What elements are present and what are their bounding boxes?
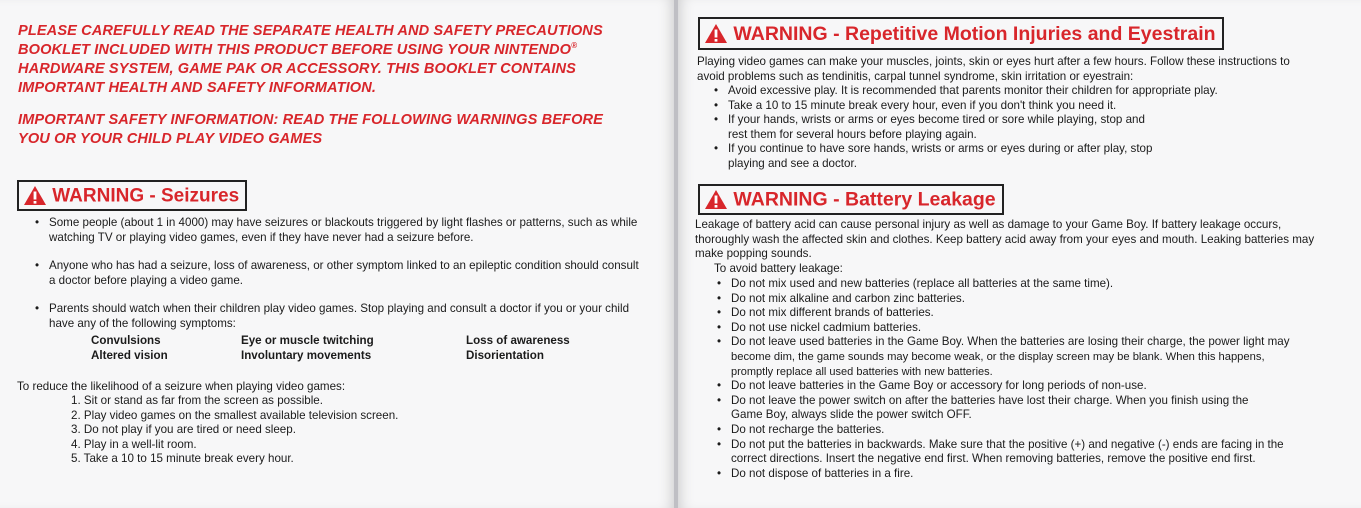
list-item [715,379,1355,394]
line: avoid problems such as tendinitis, carpal tunnel syndrome, skin irritation or eyestrain: [697,69,1134,83]
heading-text: WARNING - Repetitive Motion Injuries and Eyestrain [733,22,1216,45]
line: correct directions. Insert the negative end first. When removing batteries, remove the positive end first. [731,452,1256,466]
line: have any of the following symptoms: [49,316,236,330]
line: • Do not put the batteries in backwards. Make sure that the positive (+) and negative (-) ends are facing in the [731,437,1284,451]
line: • Anyone who has had a seizure, loss of awareness, or other symptom linked to an epileptic condition should consult [49,259,639,273]
list-item [715,335,1355,379]
notice-line: BOOKLET INCLUDED WITH THIS PRODUCT BEFORE USING YOUR NINTENDO® [18,41,578,58]
list-item [715,306,1355,321]
list-item [33,302,663,331]
list-item [715,292,1355,307]
list-item [715,394,1355,423]
line: • Do not recharge the batteries. [731,422,885,436]
line: Playing video games can make your muscles, joints, skin or eyes hurt after a few hours. Follow these instructions to [697,55,1290,68]
list-item: 3. Do not play if you are tired or need sleep. [71,423,296,437]
list-item [712,84,1332,99]
warning-triangle-icon [23,185,47,206]
battery-precautions-list [715,277,1355,481]
warning-triangle-icon [704,189,728,210]
notice-line: HARDWARE SYSTEM, GAME PAK OR ACCESSORY. THIS BOOKLET CONTAINS [18,61,577,77]
notice-line: YOU OR YOUR CHILD PLAY VIDEO GAMES [18,131,323,147]
left-page [0,0,674,508]
list-item: 2. Play video games on the smallest available television screen. [71,408,399,422]
list-item [712,142,1332,171]
repetitive-motion-list [712,84,1332,172]
line: • Do not mix different brands of batteries. [731,306,934,320]
symptoms-grid [91,334,656,363]
line: • Do not use nickel cadmium batteries. [731,320,922,334]
line: promptly replace all used batteries with new batteries. [731,365,993,378]
list-item [712,113,1332,142]
line: • Take a 10 to 15 minute break every hour, even if you don't think you need it. [728,98,1117,112]
list-item [715,277,1355,292]
line: thoroughly wash the affected skin and clothes. Keep battery acid away from your eyes and mouth. Leaking batteries may [695,232,1315,246]
symptom: Eye or muscle twitching [241,334,374,347]
heading-text: WARNING - Battery Leakage [733,188,996,211]
line: • Do not leave used batteries in the Game Boy. When the batteries are losing their charge, the power light may [731,335,1290,349]
line: • Some people (about 1 in 4000) may have seizures or blackouts triggered by light flashes or patterns, such as while [49,216,638,229]
line: make popping sounds. [695,247,812,261]
notice-line: IMPORTANT SAFETY INFORMATION: READ THE FOLLOWING WARNINGS BEFORE [18,112,603,128]
line: watching TV or playing video games, even if they have never had a seizure before. [49,230,474,244]
line: rest them for several hours before playing again. [728,127,977,141]
right-page [678,0,1361,508]
line: Leakage of battery acid can cause personal injury as well as damage to your Game Boy. If battery leakage occurs, [695,218,1282,231]
symptom: Loss of awareness [466,334,570,347]
symptom: Disorientation [466,348,544,362]
line: a doctor before playing a video game. [49,273,243,287]
list-item [712,99,1332,114]
list-item [33,216,663,245]
list-item [715,321,1355,336]
health-safety-notice [18,22,658,98]
line: playing and see a doctor. [728,156,857,170]
line: • Do not leave batteries in the Game Boy or accessory for long periods of non-use. [731,379,1147,393]
repetitive-motion-warning-heading [698,17,1224,50]
heading-text: WARNING - Seizures [52,185,240,207]
list-item [33,259,663,288]
seizure-reduction-intro: To reduce the likelihood of a seizure when playing video games: [17,380,346,393]
line: • If you continue to have sore hands, wrists or arms or eyes during or after play, stop [728,142,1153,156]
line: • Do not mix alkaline and carbon zinc batteries. [731,291,965,305]
avoid-label: To avoid battery leakage: [714,261,843,275]
list-item: 5. Take a 10 to 15 minute break every hour. [71,452,294,466]
line: • Do not mix used and new batteries (replace all batteries at the same time). [731,277,1114,290]
line: Game Boy, always slide the power switch OFF. [731,408,972,422]
seizure-reduction-steps [71,394,398,467]
symptom: Convulsions [91,334,161,347]
seizures-warning-heading [17,180,247,211]
line: • Parents should watch when their children play video games. Stop playing and consult a doctor if you or your child [49,302,630,316]
list-item [715,423,1355,438]
symptom: Altered vision [91,348,168,362]
battery-leakage-intro [695,218,1357,276]
symptom: Involuntary movements [241,348,372,362]
line: become dim, the game sounds may become weak, or the display screen may be blank. When this happens, [731,350,1265,363]
notice-line: IMPORTANT HEALTH AND SAFETY INFORMATION. [18,80,377,96]
line: • Do not leave the power switch on after the batteries have lost their charge. When you finish using the [731,393,1249,407]
seizure-warnings-list [33,216,663,332]
warning-triangle-icon [704,23,728,44]
important-safety-notice [18,111,658,149]
notice-line: PLEASE CAREFULLY READ THE SEPARATE HEALTH AND SAFETY PRECAUTIONS [18,23,603,39]
line: • Avoid excessive play. It is recommended that parents monitor their children for appropriate play. [728,84,1218,97]
battery-leakage-warning-heading [698,184,1004,215]
repetitive-motion-intro [697,55,1352,84]
line: • If your hands, wrists or arms or eyes become tired or sore while playing, stop and [728,113,1145,127]
list-item [715,467,1355,482]
list-item [715,438,1355,467]
list-item: 1. Sit or stand as far from the screen as possible. [71,394,323,407]
registered-mark: ® [571,41,578,51]
list-item: 4. Play in a well-lit room. [71,437,197,451]
line: • Do not dispose of batteries in a fire. [731,466,914,480]
